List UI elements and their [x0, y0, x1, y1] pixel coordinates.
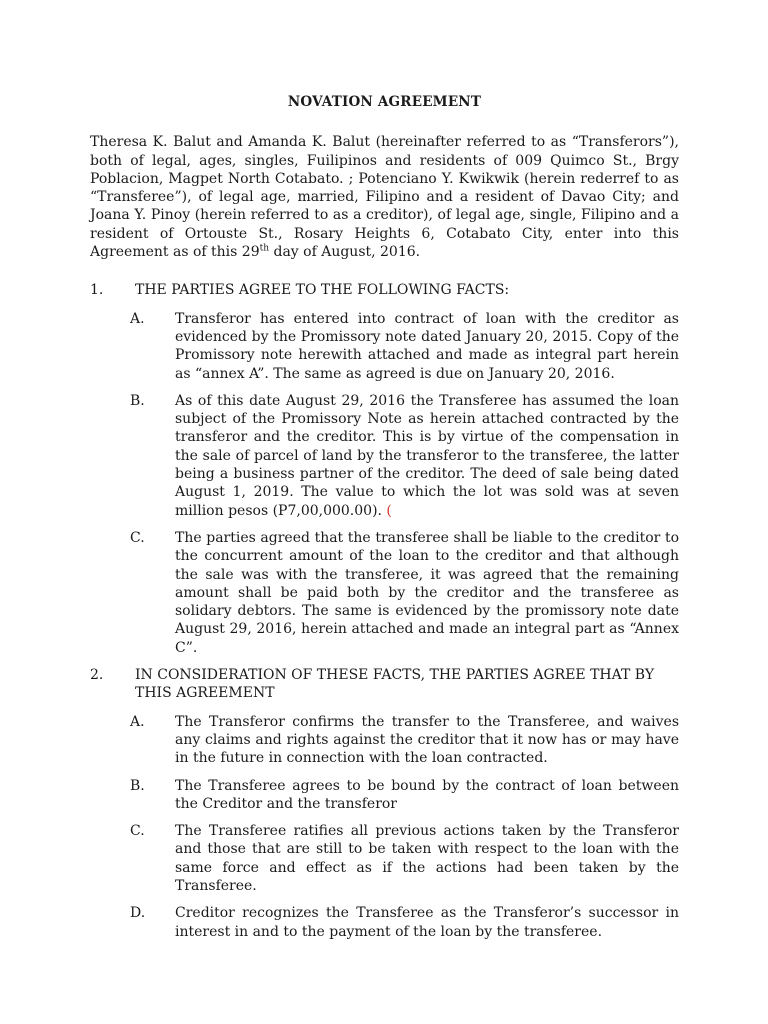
item-text: As of this date August 29, 2016 the Transferee has assumed the loan subject of the Promissory Note as herein attached contracted by the transferor and the creditor. This is by virtue of the compensation in the sale of parcel of land by the transferor to the transferee, the latter being a business partner of the creditor. The deed of sale being dated August 1, 2019. The value to which the lot was sold was at seven million pesos (P7,00,000.00). — [175, 392, 679, 519]
section-1-items — [90, 310, 679, 657]
item-letter: A. — [130, 713, 145, 730]
item-text: The Transferee ratifies all previous actions taken by the Transferor and those that are still to be taken with respect to the loan with the same force and effect as if the actions had been taken by the Transferee. — [175, 823, 679, 894]
section-heading-text: THE PARTIES AGREE TO THE FOLLOWING FACTS: — [135, 282, 510, 299]
item-text-wrapper — [175, 392, 679, 520]
revision-mark: ( — [381, 502, 392, 519]
item-letter: A. — [130, 310, 145, 327]
list-item — [130, 392, 679, 520]
section-heading-1 — [90, 281, 679, 299]
list-item — [130, 777, 679, 814]
item-letter: C. — [130, 823, 145, 840]
intro-text: Theresa K. Balut and Amanda K. Balut (hereinafter referred to as “Transferors”), both of legal, ages, singles, Fuilipinos and residents of 009 Quimco St., Brgy Poblacion, Magpet North Cotabato. ; Potenciano Y. Kwikwik (herein rederref to as “Transferee”), of legal age, married, Filipino and a resident of Davao City; and Joana Y. Pinoy (herein referred to as a creditor), of legal age, single, Filipino and a resident of Ortouste St., Rosary Heights 6, Cotabato City, enter into this Agreement as of this 29 — [90, 134, 679, 261]
item-letter: B. — [130, 392, 145, 409]
list-item — [130, 904, 679, 941]
item-text: Creditor recognizes the Transferee as the Transferor’s successor in interest in and to the payment of the loan by the transferee. — [175, 905, 679, 940]
intro-paragraph — [90, 133, 679, 261]
section-2-items — [90, 713, 679, 941]
section-number: 1. — [90, 282, 104, 299]
document-page — [90, 93, 679, 950]
list-item — [130, 713, 679, 768]
item-letter: C. — [130, 529, 145, 546]
section-heading-2 — [90, 666, 679, 703]
intro-ordinal-suffix: th — [259, 243, 270, 254]
intro-text-end: day of August, 2016. — [269, 244, 421, 261]
item-letter: B. — [130, 777, 145, 794]
item-text: The Transferor confirms the transfer to the Transferee, and waives any claims and rights against the creditor that it now has or may have in the future in connection with the loan contracted. — [175, 713, 679, 767]
item-text: The parties agreed that the transferee shall be liable to the creditor to the concurrent amount of the loan to the creditor and that although the sale was with the transferee, it was agreed that the remaining amount shall be paid both by the creditor and the transferee as solidary debtors. The same is evidenced by the promissory note date August 29, 2016, herein attached and made an integral part as “Annex C”. — [175, 529, 679, 656]
list-item — [130, 529, 679, 657]
section-number: 2. — [90, 667, 104, 684]
document-title: NOVATION AGREEMENT — [287, 94, 482, 110]
item-letter: D. — [130, 905, 146, 922]
list-item — [130, 822, 679, 895]
list-item — [130, 310, 679, 383]
item-text: Transferor has entered into contract of loan with the creditor as evidenced by the Promissory note dated January 20, 2015. Copy of the Promissory note herewith attached and made as integral part herein as “annex A”. The same as agreed is due on January 20, 2016. — [175, 310, 679, 382]
item-text: The Transferee agrees to be bound by the contract of loan between the Creditor and the transferor — [175, 777, 679, 812]
section-heading-text: IN CONSIDERATION OF THESE FACTS, THE PARTIES AGREE THAT BY THIS AGREEMENT — [135, 667, 655, 702]
